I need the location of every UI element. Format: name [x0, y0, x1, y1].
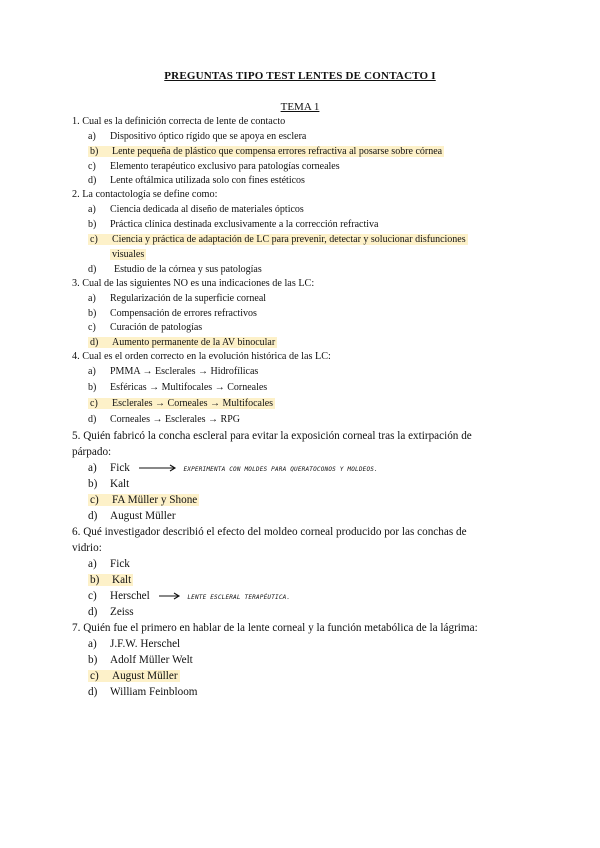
question-6-option-a: a) Fick — [88, 558, 130, 570]
question-1: 1. Cual es la definición correcta de lente de contacto — [72, 116, 286, 127]
question-6-option-c: c) Herschel LENTE ESCLERAL TERAPÉUTICA. — [88, 590, 291, 602]
question-2: 2. La contactología se define como: — [72, 189, 218, 200]
question-6-option-d: d) Zeiss — [88, 606, 134, 618]
question-2-option-b: b) Práctica clínica destinada exclusivamente a la corrección refractiva — [88, 219, 379, 230]
question-1-option-b: b) Lente pequeña de plástico que compensa errores refractiva al posarse sobre córnea — [90, 146, 443, 157]
arrow-right-icon — [138, 464, 178, 472]
arrow-right-icon — [158, 592, 182, 600]
question-5-continued: párpado: — [72, 446, 112, 458]
question-7-option-c: c) August Müller — [90, 670, 178, 682]
question-5: 5. Quién fabricó la concha escleral para evitar la exposición corneal tras la extirpación de — [72, 430, 472, 442]
question-2-option-d: d) Estudio de la córnea y sus patologías — [88, 264, 262, 275]
section-title: TEMA 1 — [280, 101, 320, 113]
question-3-option-b: b) Compensación de errores refractivos — [88, 308, 257, 319]
question-2-option-c-continued: visuales — [112, 249, 145, 260]
question-7: 7. Quién fue el primero en hablar de la lente corneal y la función metabólica de la lágrima: — [72, 622, 478, 634]
page-title: PREGUNTAS TIPO TEST LENTES DE CONTACTO I — [164, 70, 436, 82]
question-2-option-a: a) Ciencia dedicada al diseño de materiales ópticos — [88, 204, 304, 215]
question-5-option-a: a) Fick EXPERIMENTA CON MOLDES PARA QUERATOCONOS Y MOLDEOS. — [88, 462, 378, 474]
question-5-option-b: b) Kalt — [88, 478, 130, 490]
question-6-option-b: b) Kalt — [90, 574, 132, 586]
question-3-option-c: c) Curación de patologías — [88, 322, 203, 333]
question-3-option-d: d) Aumento permanente de la AV binocular — [90, 337, 276, 348]
question-7-option-d: d) William Feinbloom — [88, 686, 198, 698]
handwritten-note-fick: EXPERIMENTA CON MOLDES PARA QUERATOCONOS Y MOLDEOS. — [183, 466, 378, 473]
question-1-option-c: c) Elemento terapéutico exclusivo para patologías corneales — [88, 161, 340, 172]
question-1-option-d: d) Lente oftálmica utilizada solo con fines estéticos — [88, 175, 305, 186]
question-6: 6. Qué investigador describió el efecto del moldeo corneal producido por las conchas de — [72, 526, 467, 538]
question-5-option-d: d) August Müller — [88, 510, 176, 522]
handwritten-note-herschel: LENTE ESCLERAL TERAPÉUTICA. — [187, 594, 291, 601]
question-4-option-c: c) Esclerales → Corneales → Multifocales — [90, 398, 274, 409]
question-6-continued: vidrio: — [72, 542, 102, 554]
question-4: 4. Cual es el orden correcto en la evolución histórica de las LC: — [72, 351, 331, 362]
question-7-option-a: a) J.F.W. Herschel — [88, 638, 181, 650]
question-3: 3. Cual de las siguientes NO es una indicaciones de las LC: — [72, 278, 315, 289]
question-4-option-b: b) Esféricas → Multifocales → Corneales — [88, 382, 268, 393]
question-7-option-b: b) Adolf Müller Welt — [88, 654, 193, 666]
question-4-option-d: d) Corneales → Esclerales → RPG — [88, 414, 240, 425]
question-1-option-a: a) Dispositivo óptico rígido que se apoya en esclera — [88, 131, 307, 142]
question-2-option-c: c) Ciencia y práctica de adaptación de LC para prevenir, detectar y solucionar disfunciones — [90, 234, 466, 245]
question-5-option-c: c) FA Müller y Shone — [90, 494, 198, 506]
question-3-option-a: a) Regularización de la superficie corneal — [88, 293, 267, 304]
question-4-option-a: a) PMMA → Esclerales → Hidrofílicas — [88, 366, 259, 377]
